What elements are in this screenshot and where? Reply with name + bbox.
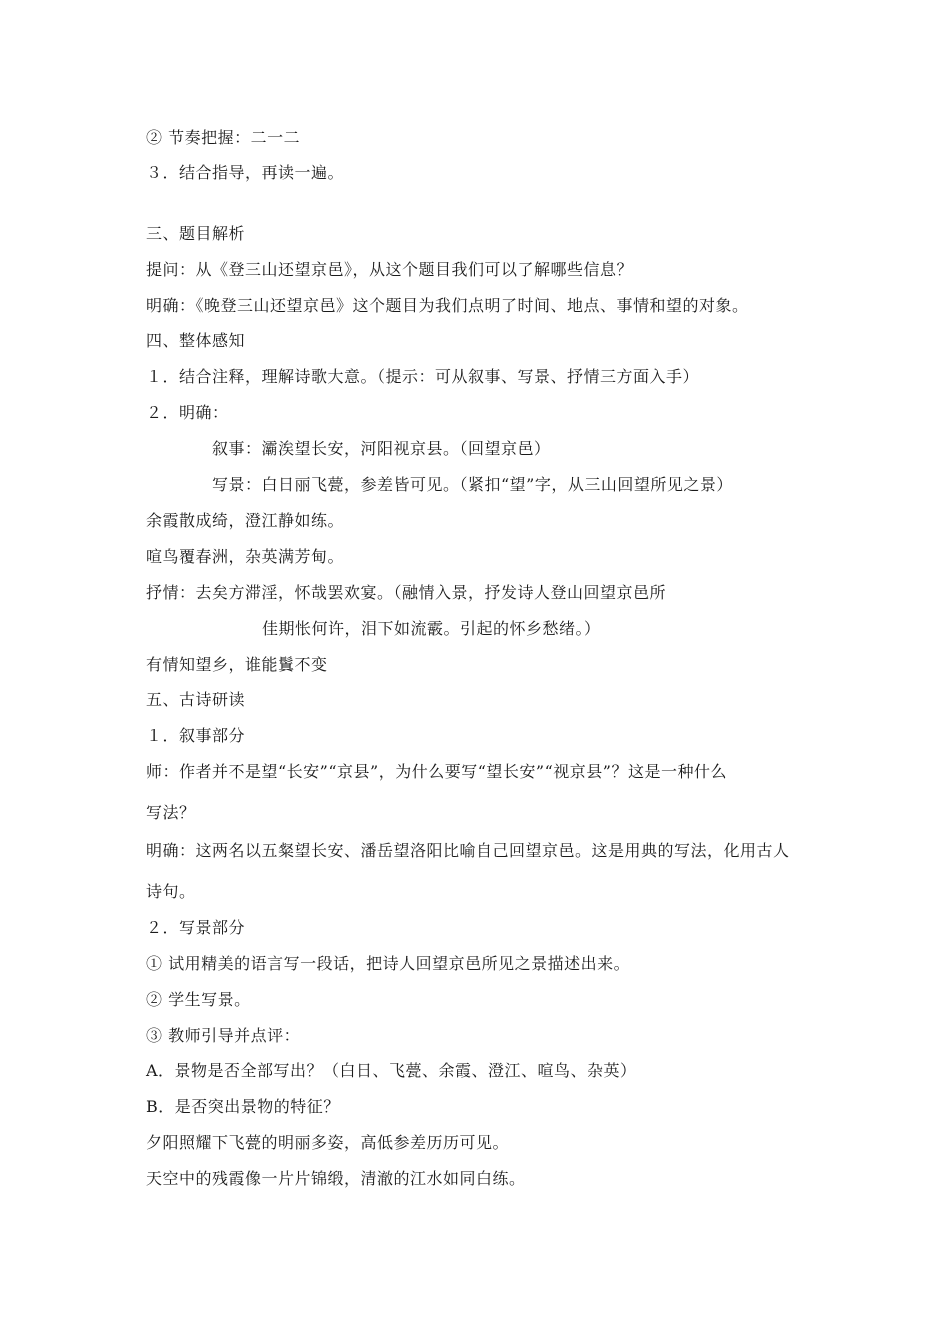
text-line: B．是否突出景物的特征？ [146, 1097, 340, 1116]
text-line: 写景：白日丽飞甍，参差皆可见。（紧扣“望”字，从三山回望所见之景） [212, 475, 733, 494]
text-line: A．景物是否全部写出？（白日、飞甍、余霞、澄江、喧鸟、杂英） [146, 1061, 637, 1080]
section-heading: 三、题目解析 [146, 224, 246, 243]
text-line: １．叙事部分 [146, 726, 246, 745]
text-line: 天空中的残霞像一片片锦缎，清澈的江水如同白练。 [146, 1169, 526, 1188]
text-line: 诗句。 [146, 882, 196, 901]
text-line: ③ 教师引导并点评： [146, 1026, 301, 1045]
text-line: 叙事：灞涘望长安，河阳视京县。（回望京邑） [212, 439, 551, 458]
text-line: 写法？ [146, 803, 196, 822]
text-line: 佳期怅何许，泪下如流霰。引起的怀乡愁绪。） [262, 619, 601, 638]
text-line: 喧鸟覆春洲，杂英满芳甸。 [146, 547, 345, 566]
text-line: ① 试用精美的语言写一段话，把诗人回望京邑所见之景描述出来。 [146, 954, 631, 973]
text-line: ２．明确： [146, 403, 229, 422]
section-heading: 五、古诗研读 [146, 690, 246, 709]
text-line: ② 学生写景。 [146, 990, 251, 1009]
text-line: 提问：从《登三山还望京邑》，从这个题目我们可以了解哪些信息？ [146, 260, 634, 279]
text-line: 明确：《晚登三山还望京邑》这个题目为我们点明了时间、地点、事情和望的对象。 [146, 296, 749, 315]
text-line: 有情知望乡，谁能鬒不变 [146, 655, 328, 674]
text-line: ２．写景部分 [146, 918, 246, 937]
text-line: 夕阳照耀下飞甍的明丽多姿，高低参差历历可见。 [146, 1133, 510, 1152]
text-line: 抒情：去矣方滞淫，怀哉罢欢宴。（融情入景，抒发诗人登山回望京邑所 [146, 583, 667, 602]
text-line: １．结合注释，理解诗歌大意。（提示：可从叙事、写景、抒情三方面入手） [146, 367, 700, 386]
text-line: 余霞散成绮，澄江静如练。 [146, 511, 345, 530]
text-line: ② 节奏把握：二一二 [146, 128, 301, 147]
section-heading: 四、整体感知 [146, 331, 246, 350]
text-line: ３．结合指导，再读一遍。 [146, 163, 345, 182]
text-line: 明确：这两名以五粲望长安、潘岳望洛阳比喻自己回望京邑。这是用典的写法，化用古人 [146, 841, 790, 860]
text-line: 师：作者并不是望“长安”“京县”，为什么要写“望长安”“视京县”？这是一种什么 [146, 762, 727, 781]
